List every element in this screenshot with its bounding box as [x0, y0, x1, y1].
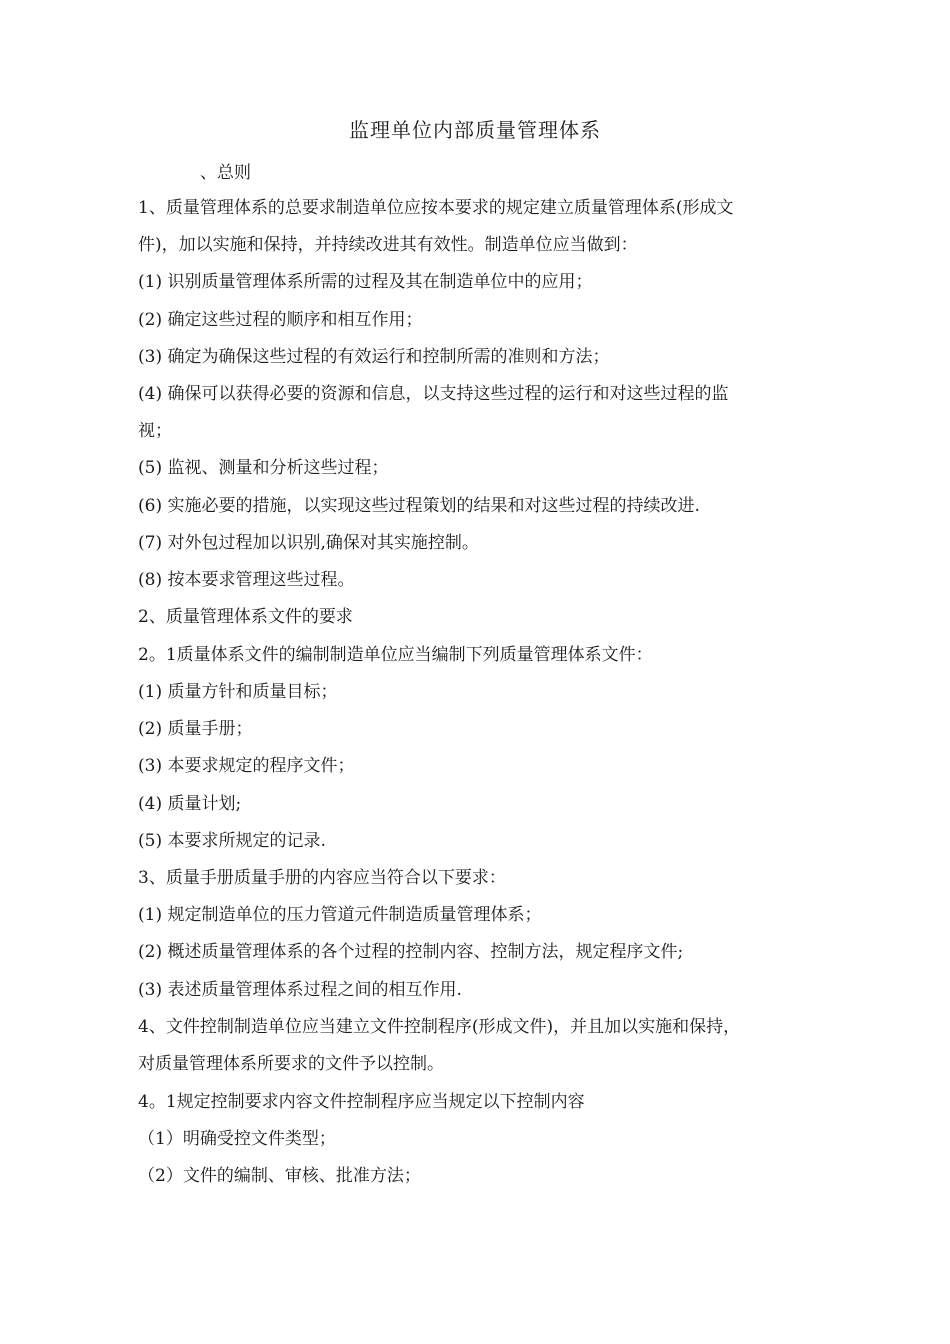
subsection-heading: 2。1质量体系文件的编制制造单位应当编制下列质量管理体系文件： — [138, 645, 653, 665]
list-item: (2) 质量手册； — [138, 719, 253, 739]
list-item: (6) 实施必要的措施，以实现这些过程策划的结果和对这些过程的持续改进. — [138, 496, 700, 516]
paragraph-line: 对质量管理体系所要求的文件予以控制。 — [138, 1054, 444, 1074]
paragraph-line: 1、质量管理体系的总要求制造单位应按本要求的规定建立质量管理体系(形成文 — [138, 198, 734, 218]
list-item: (5) 本要求所规定的记录. — [138, 831, 326, 851]
list-item: (4) 质量计划; — [138, 794, 242, 814]
list-item: (4) 确保可以获得必要的资源和信息，以支持这些过程的运行和对这些过程的监 — [138, 384, 729, 404]
list-item: （1）明确受控文件类型； — [138, 1129, 336, 1149]
list-item: (7) 对外包过程加以识别,确保对其实施控制。 — [138, 533, 479, 553]
section-heading: 2、质量管理体系文件的要求 — [138, 607, 353, 627]
list-item: (5) 监视、测量和分析这些过程； — [138, 458, 389, 478]
list-item: (1) 识别质量管理体系所需的过程及其在制造单位中的应用； — [138, 272, 593, 292]
list-item: (8) 按本要求管理这些过程。 — [138, 570, 355, 590]
list-item: (3) 表述质量管理体系过程之间的相互作用. — [138, 980, 462, 1000]
list-item: (3) 本要求规定的程序文件； — [138, 756, 355, 776]
list-item: (3) 确定为确保这些过程的有效运行和控制所需的准则和方法； — [138, 347, 610, 367]
subsection-heading: 4。1规定控制要求内容文件控制程序应当规定以下控制内容 — [138, 1092, 585, 1112]
list-item: （2）文件的编制、审核、批准方法； — [138, 1166, 421, 1186]
list-item: (2) 确定这些过程的顺序和相互作用； — [138, 310, 423, 330]
section-heading: 3、质量手册质量手册的内容应当符合以下要求： — [138, 868, 506, 888]
section-heading: 4、文件控制制造单位应当建立文件控制程序(形成文件)，并且加以实施和保持， — [138, 1017, 741, 1037]
document-title: 监理单位内部质量管理体系 — [349, 118, 601, 142]
paragraph-line: 件)，加以实施和保持，并持续改进其有效性。制造单位应当做到： — [138, 235, 638, 255]
list-item: (1) 规定制造单位的压力管道元件制造质量管理体系； — [138, 905, 542, 925]
list-item: (2) 概述质量管理体系的各个过程的控制内容、控制方法，规定程序文件; — [138, 942, 684, 962]
list-item-continuation: 视； — [138, 421, 172, 441]
list-item: (1) 质量方针和质量目标； — [138, 682, 338, 702]
section-heading-general: 、总则 — [200, 163, 251, 183]
